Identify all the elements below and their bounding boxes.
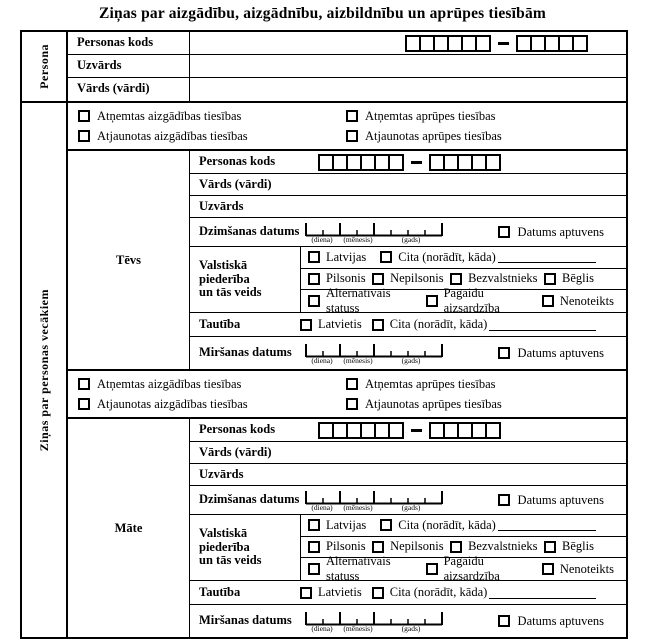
- dash-separator: [411, 429, 422, 432]
- father-cita-tautiba-input-line[interactable]: [489, 319, 596, 331]
- digit-box[interactable]: [485, 154, 501, 171]
- father-citizenship-label: [190, 259, 300, 300]
- custody-form: [20, 30, 628, 639]
- mother-pilsonis-label: Pilsonis: [326, 539, 366, 554]
- father-birthdate-approx: [498, 225, 604, 240]
- mother-nenoteikts-label: Nenoteikts: [559, 561, 614, 576]
- persona-vards-input-area[interactable]: [190, 78, 626, 101]
- persona-kods-row: [68, 32, 626, 55]
- father-birthdate-label: Dzimšanas datums: [199, 224, 300, 239]
- mother-vards-input-area[interactable]: [300, 442, 626, 463]
- mother-nepilsonis-label: Nepilsonis: [390, 539, 444, 554]
- digit-box[interactable]: [572, 35, 588, 52]
- mother-birthdate-approx-checkbox[interactable]: [498, 494, 510, 506]
- father-citizenship-country-subrow: [301, 247, 626, 269]
- father-citizenship-status-subrow: [301, 286, 626, 315]
- persona-kods-label: Personas kods: [68, 32, 190, 54]
- mother-latvietis-checkbox[interactable]: [300, 587, 312, 599]
- mother-kods-group1: [318, 422, 404, 439]
- father-bezvalstnieks-checkbox[interactable]: [450, 273, 462, 285]
- mother-uzvards-row: [190, 464, 626, 486]
- persona-section-label: Persona: [36, 44, 51, 89]
- mother-kods-row: [190, 419, 626, 442]
- mother-cita-valsts-input-line[interactable]: [498, 519, 596, 531]
- persona-uzvards-input-area[interactable]: [190, 55, 626, 77]
- father-pilsonis-checkbox[interactable]: [308, 273, 320, 285]
- father-vards-row: [190, 174, 626, 196]
- father-pagaidu-checkbox[interactable]: [426, 295, 438, 307]
- father-kods-row: [190, 151, 626, 174]
- mother-tautiba-label: Tautība: [199, 584, 241, 599]
- father-pagaidu-label: Pagaidu aizsardzība: [443, 286, 500, 315]
- father-deathdate-input[interactable]: [304, 343, 454, 365]
- father-kods-group2: [429, 154, 501, 171]
- mother-beglis-label: Bēglis: [562, 539, 594, 554]
- mother-kods-label: Personas kods: [199, 422, 276, 437]
- father-rights-group: [68, 103, 626, 151]
- digit-box[interactable]: [388, 422, 404, 439]
- diena-label: (diena): [311, 235, 333, 245]
- mother-cita-tautiba-input-line[interactable]: [489, 587, 596, 599]
- mother-birthdate-approx: [498, 493, 604, 508]
- mother-alternativais-checkbox[interactable]: [308, 563, 320, 575]
- mother-atnemtas-aizgadibas-label: Atņemtas aizgādības tiesības: [97, 376, 242, 391]
- father-nepilsonis-label: Nepilsonis: [390, 271, 444, 286]
- mother-atnemtas-aprupes-label: Atņemtas aprūpes tiesības: [365, 376, 496, 391]
- father-latvijas-label: Latvijas: [326, 249, 367, 264]
- menesis-label: (mēnesis): [343, 356, 373, 366]
- father-alternativais-label: Alternatīvais statuss: [326, 286, 391, 315]
- mother-rights-group: [68, 371, 626, 419]
- father-tautiba-label: Tautība: [199, 316, 241, 331]
- father-latvietis-checkbox[interactable]: [300, 319, 312, 331]
- father-birthdate-approx-checkbox[interactable]: [498, 226, 510, 238]
- mother-atnemtas-aprupes-checkbox[interactable]: [346, 378, 358, 390]
- father-section: [68, 151, 626, 371]
- mother-atjaunotas-aprupes-label: Atjaunotas aprūpes tiesības: [365, 396, 502, 411]
- diena-label: (diena): [311, 356, 333, 366]
- gads-label: (gads): [401, 624, 421, 634]
- father-atjaunotas-aprupes-label: Atjaunotas aprūpes tiesības: [365, 128, 502, 143]
- persona-section-label-cell: [22, 32, 68, 101]
- mother-cita-valsts-checkbox[interactable]: [380, 519, 392, 531]
- father-cita-tautiba-checkbox[interactable]: [372, 319, 384, 331]
- father-deathdate-label: Miršanas datums: [199, 345, 292, 360]
- mother-deathdate-approx-checkbox[interactable]: [498, 615, 510, 627]
- mother-beglis-checkbox[interactable]: [544, 541, 556, 553]
- mother-vards-label: Vārds (vārdi): [199, 444, 272, 459]
- father-atjaunotas-aizgadibas-checkbox[interactable]: [78, 130, 90, 142]
- mother-cita-tautiba-checkbox[interactable]: [372, 587, 384, 599]
- gads-label: (gads): [401, 503, 421, 513]
- father-pilsonis-label: Pilsonis: [326, 271, 366, 286]
- mother-atnemtas-aizgadibas-checkbox[interactable]: [78, 378, 90, 390]
- mother-cita-tautiba-label: Cita (norādīt, kāda): [389, 585, 488, 599]
- mother-pagaidu-label: Pagaidu aizsardzība: [443, 554, 500, 583]
- father-atnemtas-aprupes-label: Atņemtas aprūpes tiesības: [365, 108, 496, 123]
- father-vards-label: Vārds (vārdi): [199, 176, 272, 191]
- vecaki-section-label-cell: [22, 103, 68, 637]
- vecaki-section-label: Ziņas par personas vecākiem: [36, 288, 51, 452]
- mother-birthdate-input[interactable]: [304, 490, 454, 512]
- mother-vards-row: [190, 442, 626, 464]
- menesis-label: (mēnesis): [343, 503, 373, 513]
- mother-atjaunotas-aizgadibas-checkbox[interactable]: [78, 398, 90, 410]
- digit-box[interactable]: [485, 422, 501, 439]
- mother-nenoteikts-checkbox[interactable]: [542, 563, 554, 575]
- father-section-label: Tēvs: [68, 151, 190, 369]
- father-kods-boxes: [318, 154, 501, 171]
- persona-vards-label: Vārds (vārdi): [68, 78, 190, 101]
- persona-kods-boxes: [405, 35, 588, 52]
- father-atjaunotas-aprupes-checkbox[interactable]: [346, 130, 358, 142]
- mother-atjaunotas-aprupes-checkbox[interactable]: [346, 398, 358, 410]
- digit-box[interactable]: [475, 35, 491, 52]
- father-latvijas-checkbox[interactable]: [308, 251, 320, 263]
- mother-birthdate-label: Dzimšanas datums: [199, 492, 300, 507]
- mother-deathdate-input[interactable]: [304, 611, 454, 633]
- mother-nepilsonis-checkbox[interactable]: [372, 541, 384, 553]
- mother-uzvards-input-area[interactable]: [300, 464, 626, 485]
- father-nepilsonis-checkbox[interactable]: [372, 273, 384, 285]
- vecaki-section: [22, 103, 626, 637]
- father-nenoteikts-label: Nenoteikts: [559, 293, 614, 308]
- persona-uzvards-row: [68, 55, 626, 78]
- citizenship-label-line2: un tās veids: [199, 285, 262, 300]
- mother-atjaunotas-aizgadibas-label: Atjaunotas aizgādības tiesības: [97, 396, 248, 411]
- father-deathdate-approx: [498, 346, 604, 361]
- date-part-labels: [304, 625, 454, 633]
- father-bezvalstnieks-label: Bezvalstnieks: [468, 271, 538, 286]
- father-deathdate-row: [190, 337, 626, 369]
- digit-box[interactable]: [388, 154, 404, 171]
- diena-label: (diena): [311, 503, 333, 513]
- mother-latvietis-label: Latvietis: [318, 585, 362, 599]
- persona-section: [22, 32, 626, 103]
- menesis-label: (mēnesis): [343, 624, 373, 634]
- mother-latvijas-label: Latvijas: [326, 517, 367, 532]
- father-cita-valsts-label: Cita (norādīt, kāda): [398, 249, 496, 264]
- citizenship-label-line2: un tās veids: [199, 553, 262, 568]
- father-citizenship-row: [190, 247, 626, 313]
- father-birthdate-row: [190, 218, 626, 247]
- father-nenoteikts-checkbox[interactable]: [542, 295, 554, 307]
- mother-citizenship-status-subrow: [301, 554, 626, 583]
- mother-uzvards-label: Uzvārds: [199, 466, 244, 481]
- mother-kods-group2: [429, 422, 501, 439]
- date-part-labels: [304, 236, 454, 244]
- dash-separator: [411, 161, 422, 164]
- mother-deathdate-row: [190, 605, 626, 637]
- mother-bezvalstnieks-label: Bezvalstnieks: [468, 539, 538, 554]
- mother-citizenship-country-subrow: [301, 515, 626, 537]
- persona-kods-group1: [405, 35, 491, 52]
- father-tautiba-row: [190, 313, 626, 337]
- mother-latvijas-checkbox[interactable]: [308, 519, 320, 531]
- mother-kods-boxes: [318, 422, 501, 439]
- dash-separator: [498, 42, 509, 45]
- mother-pilsonis-checkbox[interactable]: [308, 541, 320, 553]
- persona-vards-row: [68, 78, 626, 101]
- mother-birthdate-row: [190, 486, 626, 515]
- father-uzvards-input-area[interactable]: [300, 196, 626, 217]
- father-birthdate-input[interactable]: [304, 222, 454, 244]
- mother-cita-valsts-label: Cita (norādīt, kāda): [398, 517, 496, 532]
- mother-birthdate-approx-label: Datums aptuvens: [517, 492, 604, 507]
- page-title: Ziņas par aizgādību, aizgādnību, aizbildnību un aprūpes tiesībām: [98, 5, 547, 22]
- father-beglis-checkbox[interactable]: [544, 273, 556, 285]
- diena-label: (diena): [311, 624, 333, 634]
- persona-uzvards-label: Uzvārds: [68, 55, 190, 77]
- father-birthdate-approx-label: Datums aptuvens: [517, 224, 604, 239]
- date-part-labels: [304, 357, 454, 365]
- mother-tautiba-row: [190, 581, 626, 605]
- mother-pagaidu-checkbox[interactable]: [426, 563, 438, 575]
- father-latvietis-label: Latvietis: [318, 317, 362, 331]
- mother-section-label: Māte: [68, 419, 190, 637]
- mother-deathdate-label: Miršanas datums: [199, 613, 292, 628]
- mother-citizenship-label: [190, 527, 300, 568]
- father-alternativais-checkbox[interactable]: [308, 295, 320, 307]
- mother-deathdate-approx: [498, 614, 604, 629]
- father-cita-valsts-input-line[interactable]: [498, 251, 596, 263]
- father-beglis-label: Bēglis: [562, 271, 594, 286]
- father-uzvards-label: Uzvārds: [199, 198, 244, 213]
- menesis-label: (mēnesis): [343, 235, 373, 245]
- father-atnemtas-aizgadibas-label: Atņemtas aizgādības tiesības: [97, 108, 242, 123]
- gads-label: (gads): [401, 235, 421, 245]
- citizenship-label-line1: Valstiskā piederība: [199, 525, 250, 554]
- mother-deathdate-approx-label: Datums aptuvens: [517, 613, 604, 628]
- father-atnemtas-aprupes-checkbox[interactable]: [346, 110, 358, 122]
- gads-label: (gads): [401, 356, 421, 366]
- father-atjaunotas-aizgadibas-label: Atjaunotas aizgādības tiesības: [97, 128, 248, 143]
- father-deathdate-approx-label: Datums aptuvens: [517, 345, 604, 360]
- mother-bezvalstnieks-checkbox[interactable]: [450, 541, 462, 553]
- father-cita-tautiba-label: Cita (norādīt, kāda): [389, 317, 488, 331]
- father-cita-valsts-checkbox[interactable]: [380, 251, 392, 263]
- father-kods-label: Personas kods: [199, 154, 276, 169]
- father-vards-input-area[interactable]: [300, 174, 626, 195]
- mother-section: [68, 419, 626, 637]
- mother-alternativais-label: Alternatīvais statuss: [326, 554, 391, 583]
- father-kods-group1: [318, 154, 404, 171]
- father-deathdate-approx-checkbox[interactable]: [498, 347, 510, 359]
- father-uzvards-row: [190, 196, 626, 218]
- father-atnemtas-aizgadibas-checkbox[interactable]: [78, 110, 90, 122]
- persona-kods-group2: [516, 35, 588, 52]
- citizenship-label-line1: Valstiskā piederība: [199, 257, 250, 286]
- date-part-labels: [304, 504, 454, 512]
- mother-citizenship-row: [190, 515, 626, 581]
